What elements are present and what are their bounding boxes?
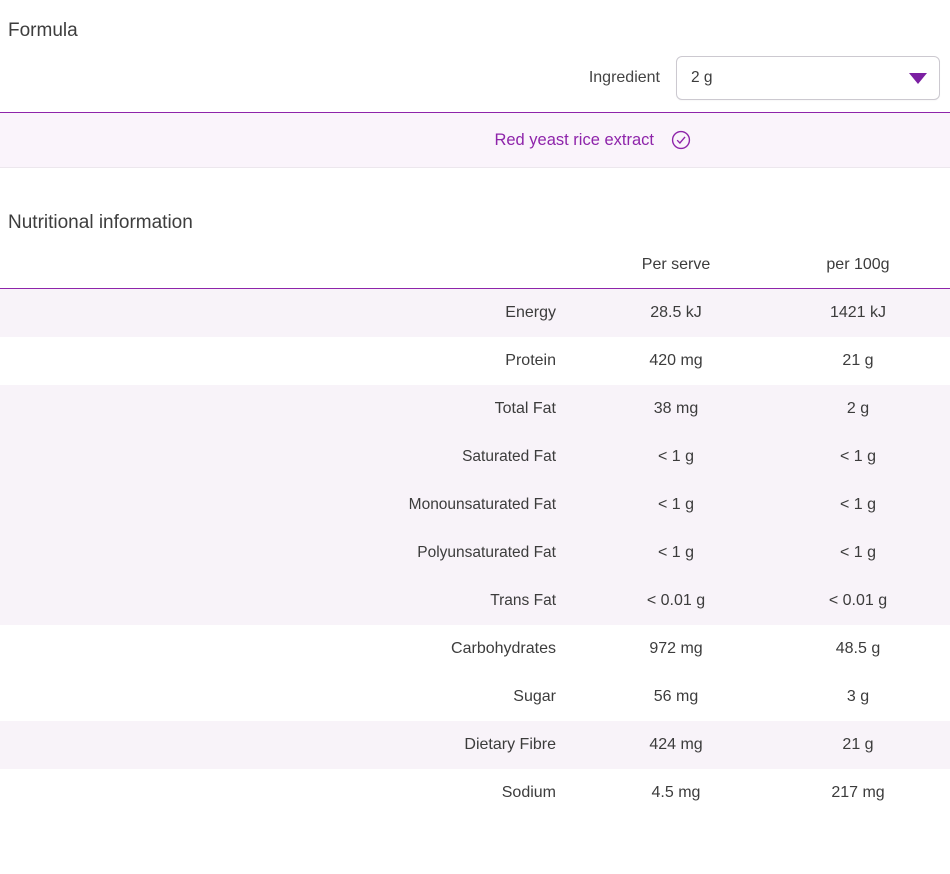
column-header-nutrient <box>0 250 586 289</box>
table-row <box>0 289 950 337</box>
nutrient-per-serve: 972 mg <box>649 639 703 657</box>
nutrient-per-100g: 1421 kJ <box>766 289 950 337</box>
ingredient-amount-select[interactable] <box>676 56 940 100</box>
nutrient-name: Total Fat <box>494 399 556 417</box>
nutrient-per-100g: 21 g <box>842 351 874 369</box>
nutrient-per-100g: 2 g <box>846 399 870 417</box>
nutrient-name: Protein <box>505 351 556 369</box>
nutrient-per-100g: 217 mg <box>831 783 885 801</box>
nutrient-per-serve: < 1 g <box>657 495 695 513</box>
table-row <box>0 481 950 529</box>
table-row <box>0 673 950 721</box>
nutrient-per-serve: < 1 g <box>657 447 695 465</box>
table-row <box>0 433 950 481</box>
nutrient-per-serve: < 0.01 g <box>646 591 706 609</box>
table-header-row <box>0 250 950 289</box>
nutrient-name: Saturated Fat <box>462 447 556 465</box>
nutrient-per-100g: 3 g <box>846 687 870 705</box>
formula-section-title: Formula <box>8 20 78 41</box>
nutrient-name: Sodium <box>501 783 556 801</box>
formula-ingredient-selector-row <box>0 42 950 112</box>
nutrition-section-title: Nutritional information <box>8 212 193 233</box>
nutrient-name: Energy <box>0 289 586 337</box>
column-header-per-100g: per 100g <box>826 256 890 273</box>
nutrient-per-serve: 4.5 mg <box>651 783 701 801</box>
nutrition-table <box>0 250 950 817</box>
nutrient-per-100g: < 1 g <box>839 543 877 561</box>
nutrient-name: Trans Fat <box>490 591 556 609</box>
table-row <box>0 385 950 433</box>
nutrient-per-serve: 424 mg <box>649 735 703 753</box>
nutrient-name: Polyunsaturated Fat <box>417 543 556 561</box>
table-row <box>0 769 950 817</box>
table-row <box>0 577 950 625</box>
ingredient-row[interactable] <box>0 112 950 168</box>
table-row <box>0 337 950 385</box>
column-header-per-serve: Per serve <box>641 256 711 273</box>
chevron-down-icon[interactable] <box>909 73 927 84</box>
nutrient-per-serve: 28.5 kJ <box>586 289 766 337</box>
nutrient-name: Monounsaturated Fat <box>408 495 556 513</box>
table-row <box>0 529 950 577</box>
ingredient-amount-value: 2 g <box>691 69 713 86</box>
ingredient-label: Ingredient <box>588 69 660 86</box>
table-row <box>0 625 950 673</box>
nutrient-per-serve: 38 mg <box>653 399 699 417</box>
nutrient-per-serve: < 1 g <box>657 543 695 561</box>
nutrient-name: Sugar <box>513 687 556 705</box>
nutrient-per-serve: 420 mg <box>649 351 703 369</box>
nutrient-per-100g: < 1 g <box>839 447 877 465</box>
nutrient-per-100g: 21 g <box>842 735 874 753</box>
nutrient-per-100g: < 0.01 g <box>828 591 888 609</box>
nutrient-name: Dietary Fibre <box>464 735 556 753</box>
nutrient-per-100g: 48.5 g <box>835 639 881 657</box>
ingredient-name: Red yeast rice extract <box>494 130 654 149</box>
nutrient-per-serve: 56 mg <box>653 687 699 705</box>
nutrient-name: Carbohydrates <box>451 639 556 657</box>
check-circle-icon[interactable] <box>670 129 692 151</box>
nutrient-per-100g: < 1 g <box>839 495 877 513</box>
table-row <box>0 721 950 769</box>
